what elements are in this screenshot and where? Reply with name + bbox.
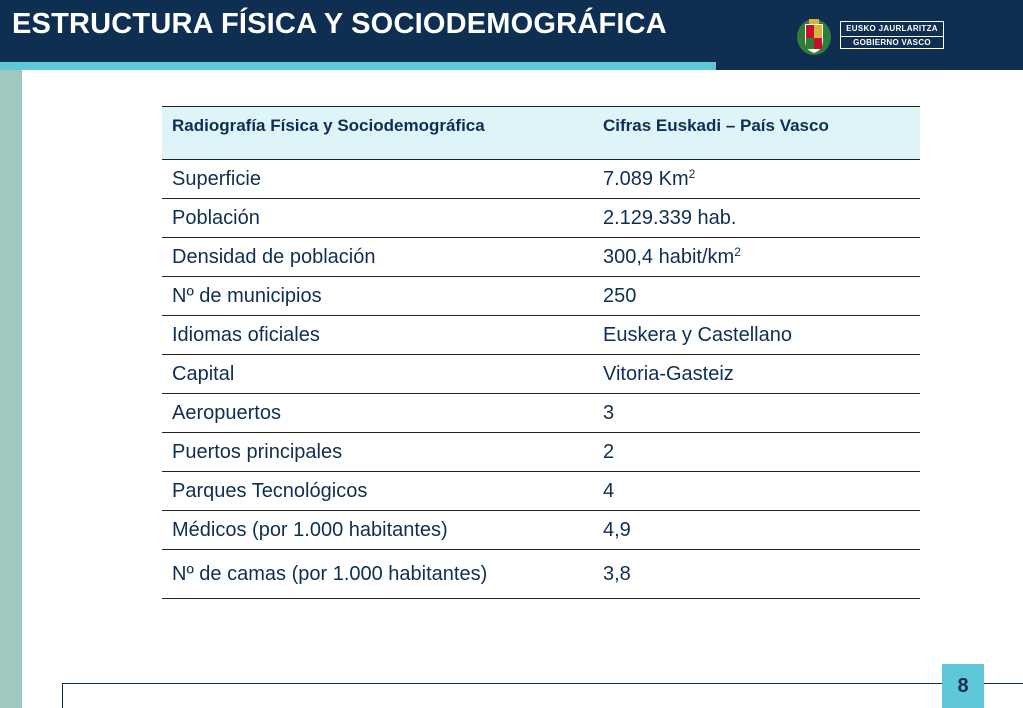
row-label: Nº de camas (por 1.000 habitantes) [162,550,593,599]
superscript: 2 [734,245,741,259]
footer-rule [62,683,1023,684]
row-label: Puertos principales [162,433,593,472]
row-value [593,160,920,199]
table-header-row [162,107,920,160]
table-row [162,199,920,238]
row-value: 2 [593,433,920,472]
row-label: Superficie [162,160,593,199]
logo-line-basque: EUSKO JAURLARITZA [846,24,938,33]
row-label: Población [162,199,593,238]
row-value-text: 7.089 Km [603,168,689,190]
table-row [162,433,920,472]
table-row [162,394,920,433]
table-row [162,238,920,277]
row-value: 3 [593,394,920,433]
row-label: Médicos (por 1.000 habitantes) [162,511,593,550]
row-value: 3,8 [593,550,920,599]
row-label: Parques Tecnológicos [162,472,593,511]
row-value: 2.129.339 hab. [593,199,920,238]
gobierno-vasco-logo [796,16,946,56]
superscript: 2 [688,167,696,181]
data-table [162,106,920,599]
table-row [162,316,920,355]
column-header-indicator: Radiografía Física y Sociodemográfica [162,107,593,160]
row-value: Vitoria-Gasteiz [593,355,920,394]
column-header-value: Cifras Euskadi – País Vasco [593,107,920,160]
row-label: Nº de municipios [162,277,593,316]
footer-rule-vertical [62,683,63,708]
row-value-text: 300,4 habit/km [603,246,735,268]
table-row [162,472,920,511]
page-number: 8 [942,664,984,708]
table-row [162,550,920,599]
coat-of-arms-icon [796,16,832,56]
page-title: ESTRUCTURA FÍSICA Y SOCIODEMOGRÁFICA [12,8,667,40]
table-row [162,355,920,394]
table-row [162,277,920,316]
row-value: 4 [593,472,920,511]
row-label: Densidad de población [162,238,593,277]
header-accent-stripe [0,62,716,70]
logo-line-spanish: GOBIERNO VASCO [841,36,943,47]
row-value [593,238,920,277]
row-label: Capital [162,355,593,394]
table-row [162,511,920,550]
table-row [162,160,920,199]
row-label: Aeropuertos [162,394,593,433]
row-value: 250 [593,277,920,316]
row-value: Euskera y Castellano [593,316,920,355]
logo-wordmark [840,21,944,49]
header-bar [0,0,1023,70]
row-value: 4,9 [593,511,920,550]
row-label: Idiomas oficiales [162,316,593,355]
left-sidebar-band [0,70,22,708]
